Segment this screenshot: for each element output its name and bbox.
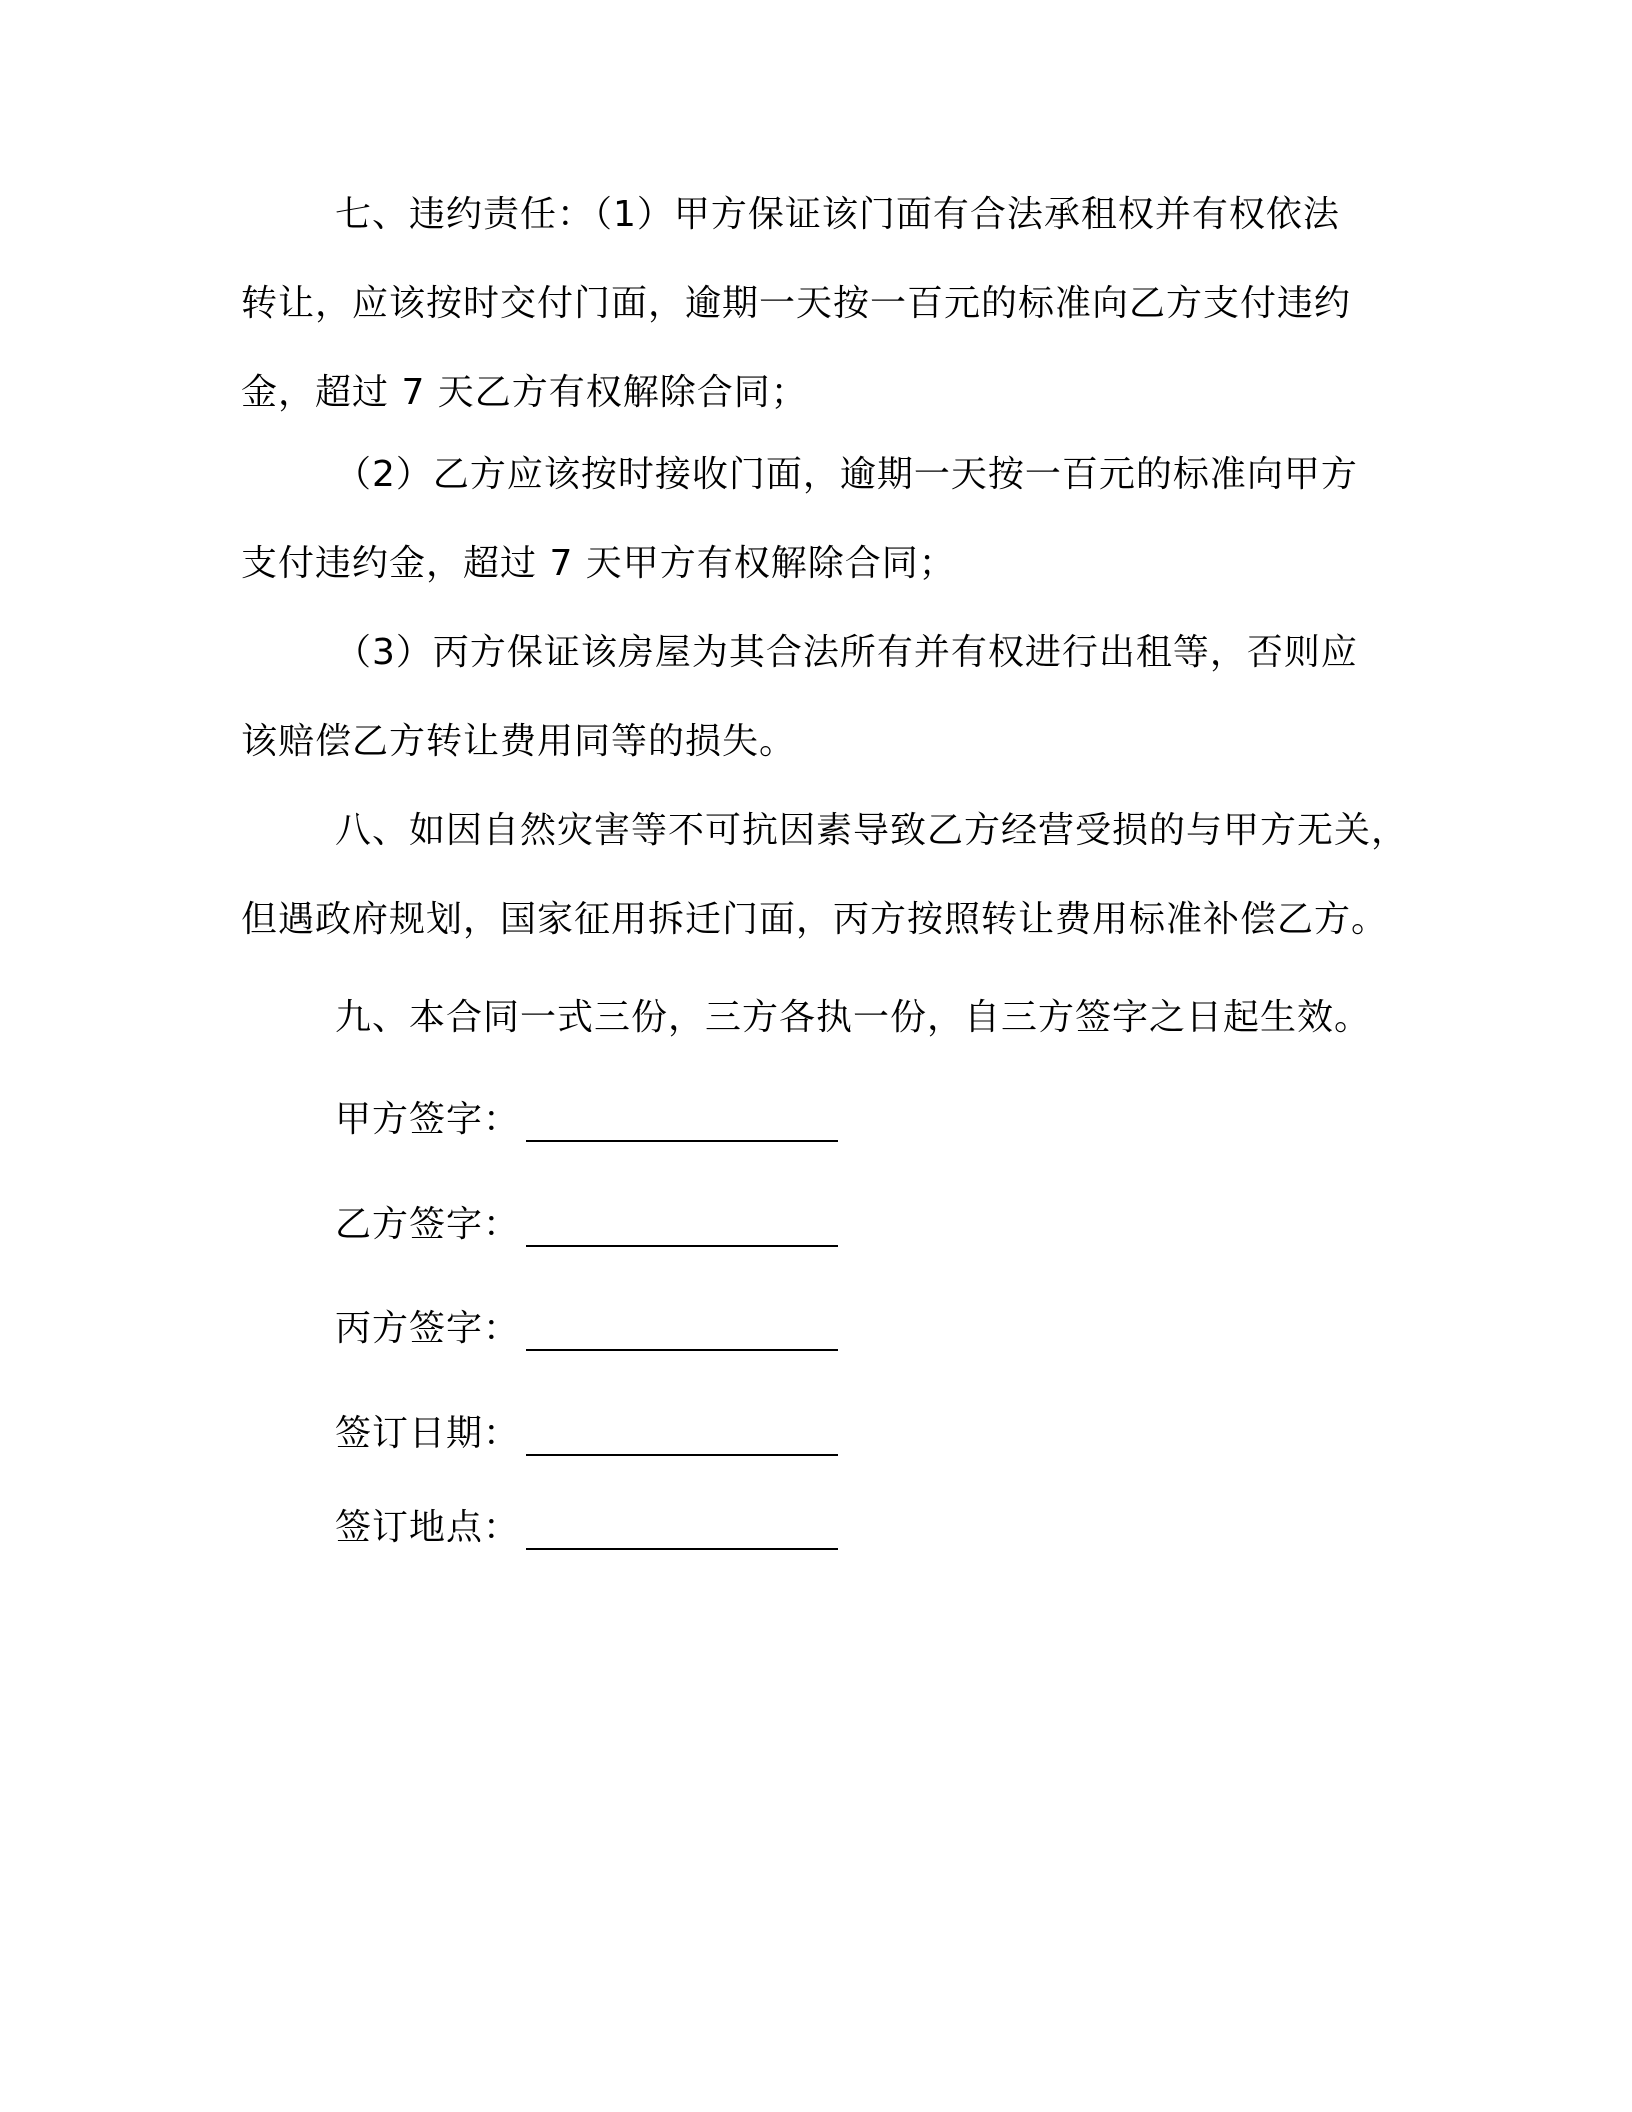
signature-party-b-label: 乙方签字：: [335, 1204, 521, 1245]
clause-7-item-2: [241, 430, 1391, 608]
clause-7-item-3-line-2: 该赔偿乙方转让费用同等的损失。: [241, 721, 797, 762]
signing-place: [335, 1506, 838, 1550]
signing-place-blank: [526, 1514, 838, 1550]
clause-7-item-2-line-1: （2）乙方应该按时接收门面，逾期一天按一百元的标准向甲方: [335, 454, 1358, 495]
clause-7-line-1: 七、违约责任：（1）甲方保证该门面有合法承租权并有权依法: [335, 194, 1340, 235]
signature-party-b-blank: [526, 1211, 838, 1247]
clause-7-item-3: [241, 608, 1391, 786]
clause-7-line-2: 转让，应该按时交付门面，逾期一天按一百元的标准向乙方支付违约: [241, 283, 1352, 324]
signature-party-b: [335, 1203, 838, 1247]
signing-date-label: 签订日期：: [335, 1413, 521, 1454]
signature-party-c: [335, 1307, 838, 1351]
clause-7-breach-liability: [241, 170, 1391, 437]
signature-party-c-blank: [526, 1315, 838, 1351]
clause-7-line-3: 金，超过 7 天乙方有权解除合同；: [241, 372, 808, 413]
signing-date: [335, 1412, 838, 1456]
clause-7-item-2-line-2: 支付违约金，超过 7 天甲方有权解除合同；: [241, 543, 956, 584]
signature-party-a-blank: [526, 1106, 838, 1142]
clause-8-line-1: 八、如因自然灾害等不可抗因素导致乙方经营受损的与甲方无关，: [335, 810, 1409, 851]
signature-party-a-label: 甲方签字：: [335, 1099, 521, 1140]
signing-date-blank: [526, 1420, 838, 1456]
clause-9-line-1: 九、本合同一式三份，三方各执一份，自三方签字之日起生效。: [335, 997, 1372, 1038]
clause-8-force-majeure: [241, 786, 1409, 964]
signature-party-a: [335, 1098, 838, 1142]
signing-place-label: 签订地点：: [335, 1507, 521, 1548]
clause-7-item-3-line-1: （3）丙方保证该房屋为其合法所有并有权进行出租等，否则应: [335, 632, 1358, 673]
clause-8-line-2: 但遇政府规划，国家征用拆迁门面，丙方按照转让费用标准补偿乙方。: [241, 899, 1389, 940]
signature-party-c-label: 丙方签字：: [335, 1308, 521, 1349]
clause-9-effectiveness: [241, 973, 1391, 1062]
